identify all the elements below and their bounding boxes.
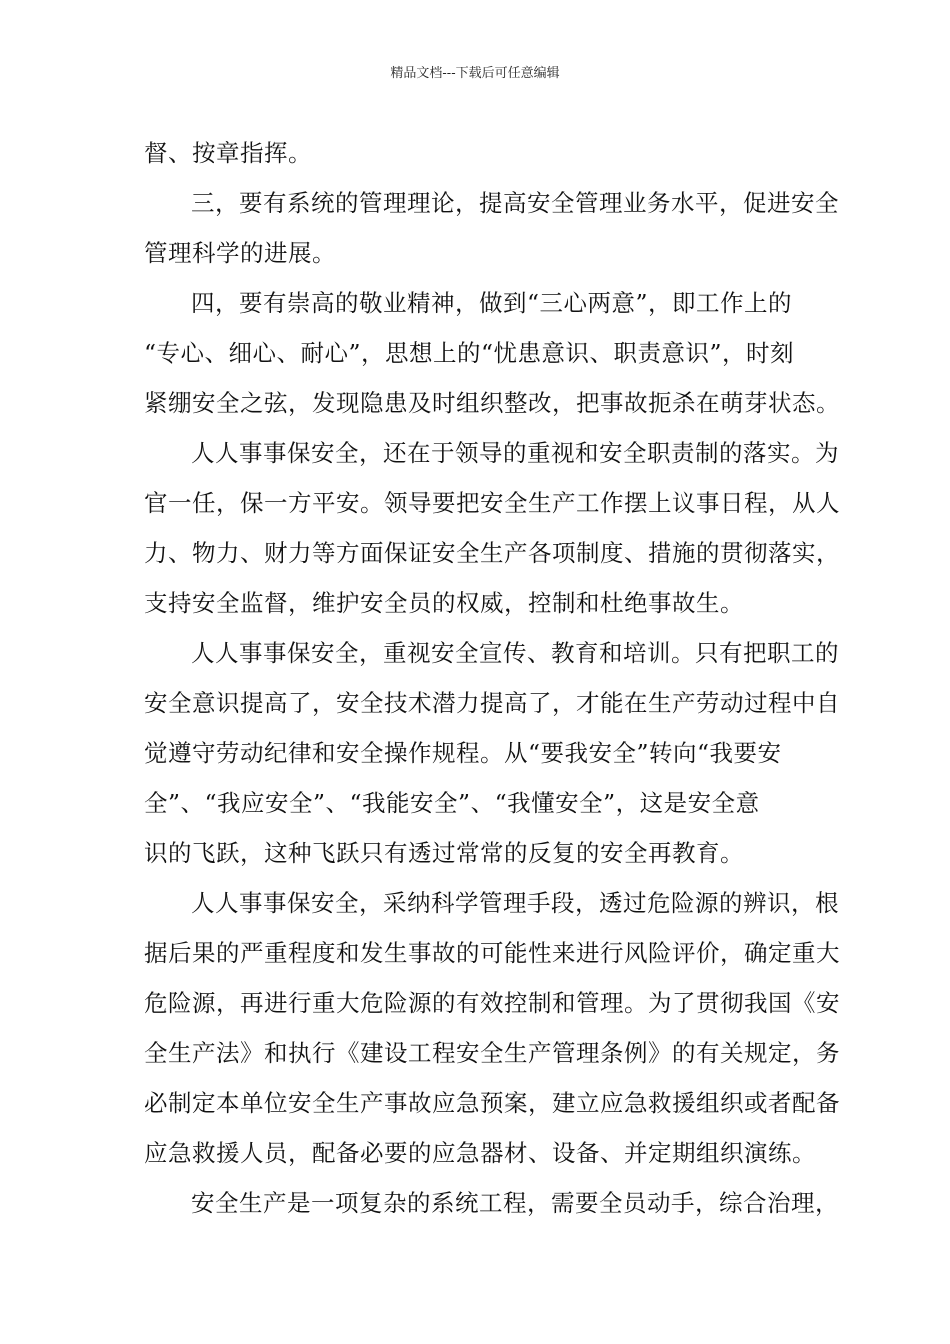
document-body [144,128,840,1228]
text-line: 应急救援人员，配备必要的应急器材、设备、并定期组织演练。 [144,1139,816,1167]
paragraph-start-line: 人人事事保安全，重视安全宣传、教育和培训。只有把职工的 [191,639,839,667]
text-line: 管理科学的进展。 [144,239,336,267]
text-line: 危险源，再进行重大危险源的有效控制和管理。为了贯彻我国《安 [144,989,840,1017]
text-line: 全生产法》和执行《建设工程安全生产管理条例》的有关规定，务 [144,1039,840,1067]
text-line: 必制定本单位安全生产事故应急预案，建立应急救援组织或者配备 [144,1089,840,1117]
text-line: 官一任，保一方平安。领导要把安全生产工作摆上议事日程，从人 [144,489,840,517]
text-line: 督、按章指挥。 [144,139,312,167]
text-line: 觉遵守劳动纪律和安全操作规程。从“要我安全”转向“我要安 [144,739,782,767]
paragraph-start-line: 人人事事保安全，还在于领导的重视和安全职责制的落实。为 [191,439,839,467]
text-line: 安全意识提高了，安全技术潜力提高了，才能在生产劳动过程中自 [144,689,840,717]
text-line: 力、物力、财力等方面保证安全生产各项制度、措施的贯彻落实， [144,539,840,567]
text-line: 全”、“我应安全”、“我能安全”、“我懂安全”，这是安全意 [144,789,760,817]
paragraph-start-line: 安全生产是一项复杂的系统工程，需要全员动手，综合治理， [191,1189,839,1217]
text-line: 支持安全监督，维护安全员的权威，控制和杜绝事故生。 [144,589,744,617]
page-header: 精品文档---下载后可任意编辑 [390,66,560,81]
text-line: 据后果的严重程度和发生事故的可能性来进行风险评价，确定重大 [144,939,840,967]
text-line: 识的飞跃，这种飞跃只有透过常常的反复的安全再教育。 [144,839,744,867]
paragraph-start-line: 四，要有崇高的敬业精神，做到“三心两意”，即工作上的 [191,289,793,317]
paragraph-start-line: 三，要有系统的管理理论，提高安全管理业务水平，促进安全 [191,189,839,217]
paragraph-start-line: 人人事事保安全，采纳科学管理手段，透过危险源的辨识，根 [191,889,839,917]
text-line: “专心、细心、耐心”，思想上的“忧患意识、职责意识”，时刻 [144,339,795,367]
text-line: 紧绷安全之弦，发现隐患及时组织整改，把事故扼杀在萌芽状态。 [144,389,840,417]
